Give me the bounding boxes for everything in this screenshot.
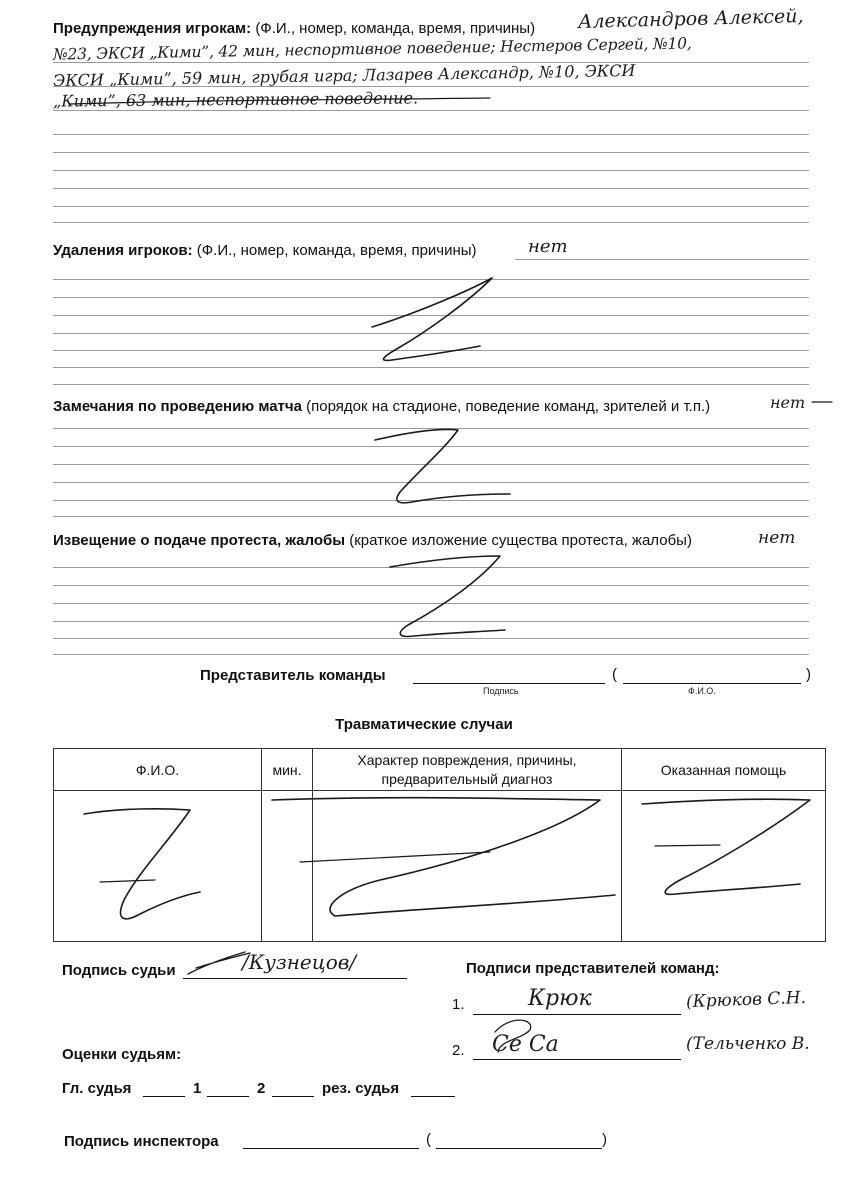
grades-first-label: 1 [193,1080,202,1097]
protest-title: Извещение о подаче протеста, жалобы [53,532,346,549]
trauma-injury-strike-mark [272,798,615,916]
team-rep-signature-caption: Подпись [483,686,519,696]
team-signature-num-2: 2. [452,1042,465,1059]
grades-main-label: Гл. судья [62,1080,132,1097]
trauma-col-aid: Оказанная помощь [622,749,826,791]
warnings-handwriting-line-4: „Кими”, 63 мин, неспортивное поведение. [52,88,419,111]
trauma-aid-strike-mark [642,799,810,894]
inspector-label: Подпись инспектора [64,1133,219,1150]
team-rep-name-caption: Ф.И.О. [688,686,716,696]
team-signatures-title: Подписи представителей команд: [466,960,720,977]
protest-handwriting: нет [758,528,796,548]
grades-reserve-label: рез. судья [322,1080,400,1097]
trauma-injury-dash-mark [300,852,490,862]
warnings-title: Предупреждения игрокам: [53,20,252,37]
removals-strike-z-mark [372,278,492,360]
team-rep-open-paren: ( [612,666,617,683]
team-signature-scribble-2: Се Са [492,1032,559,1057]
trauma-col-name: Ф.И.О. [54,749,262,791]
remarks-hint: (порядок на стадионе, поведение команд, зрителей и т.п.) [306,398,711,415]
warnings-handwriting-line-2: №23, ЭКСИ „Кими”, 42 мин, неспортивное поведение; Нестеров Сергей, №10, [52,34,692,64]
trauma-title: Травматические случаи [335,716,513,733]
referee-signature-handwriting: /Кузнецов/ [242,950,357,974]
trauma-aid-dash-mark [655,845,720,846]
team-signature-name-2: (Тельченко В. [686,1034,810,1054]
team-rep-close-paren: ) [806,666,811,683]
grades-second-label: 2 [257,1080,266,1097]
trauma-col-injury: Характер повреждения, причины, предварительный диагноз [313,749,622,791]
remarks-title: Замечания по проведению матча [53,398,302,415]
warnings-handwriting-line-1: Александров Алексей, [577,5,804,33]
removals-hint: (Ф.И., номер, команда, время, причины) [196,242,477,259]
referee-signature-flourish-mark [188,952,250,974]
team-signature-num-1: 1. [452,996,465,1013]
referee-signature-label: Подпись судьи [62,962,176,979]
remarks-strike-z-mark [375,429,510,502]
team-signature-scribble-1: Крюк [528,986,592,1011]
warnings-underline-mark [70,98,490,104]
removals-title: Удаления игроков: [53,242,193,259]
remarks-handwriting: нет [770,393,806,412]
grades-title: Оценки судьям: [62,1046,182,1063]
team-signature-loop-mark [495,1020,531,1052]
inspector-open-paren: ( [426,1131,431,1148]
warnings-handwriting-line-3: ЭКСИ „Кими”, 59 мин, грубая игра; Лазарев Александр, №10, ЭКСИ [52,60,636,91]
trauma-name-strike-mark [84,809,200,919]
trauma-col-minute: мин. [262,749,313,791]
warnings-hint: (Ф.И., номер, команда, время, причины) [255,20,536,37]
trauma-name-dash-mark [100,880,155,882]
team-rep-label: Представитель команды [200,667,386,684]
removals-handwriting: нет [528,236,568,257]
team-signature-name-1: (Крюков С.Н. [685,987,807,1013]
protest-strike-z-mark [390,556,505,636]
inspector-close-paren: ) [602,1131,607,1148]
protest-hint: (краткое изложение существа протеста, жалобы) [349,532,692,549]
